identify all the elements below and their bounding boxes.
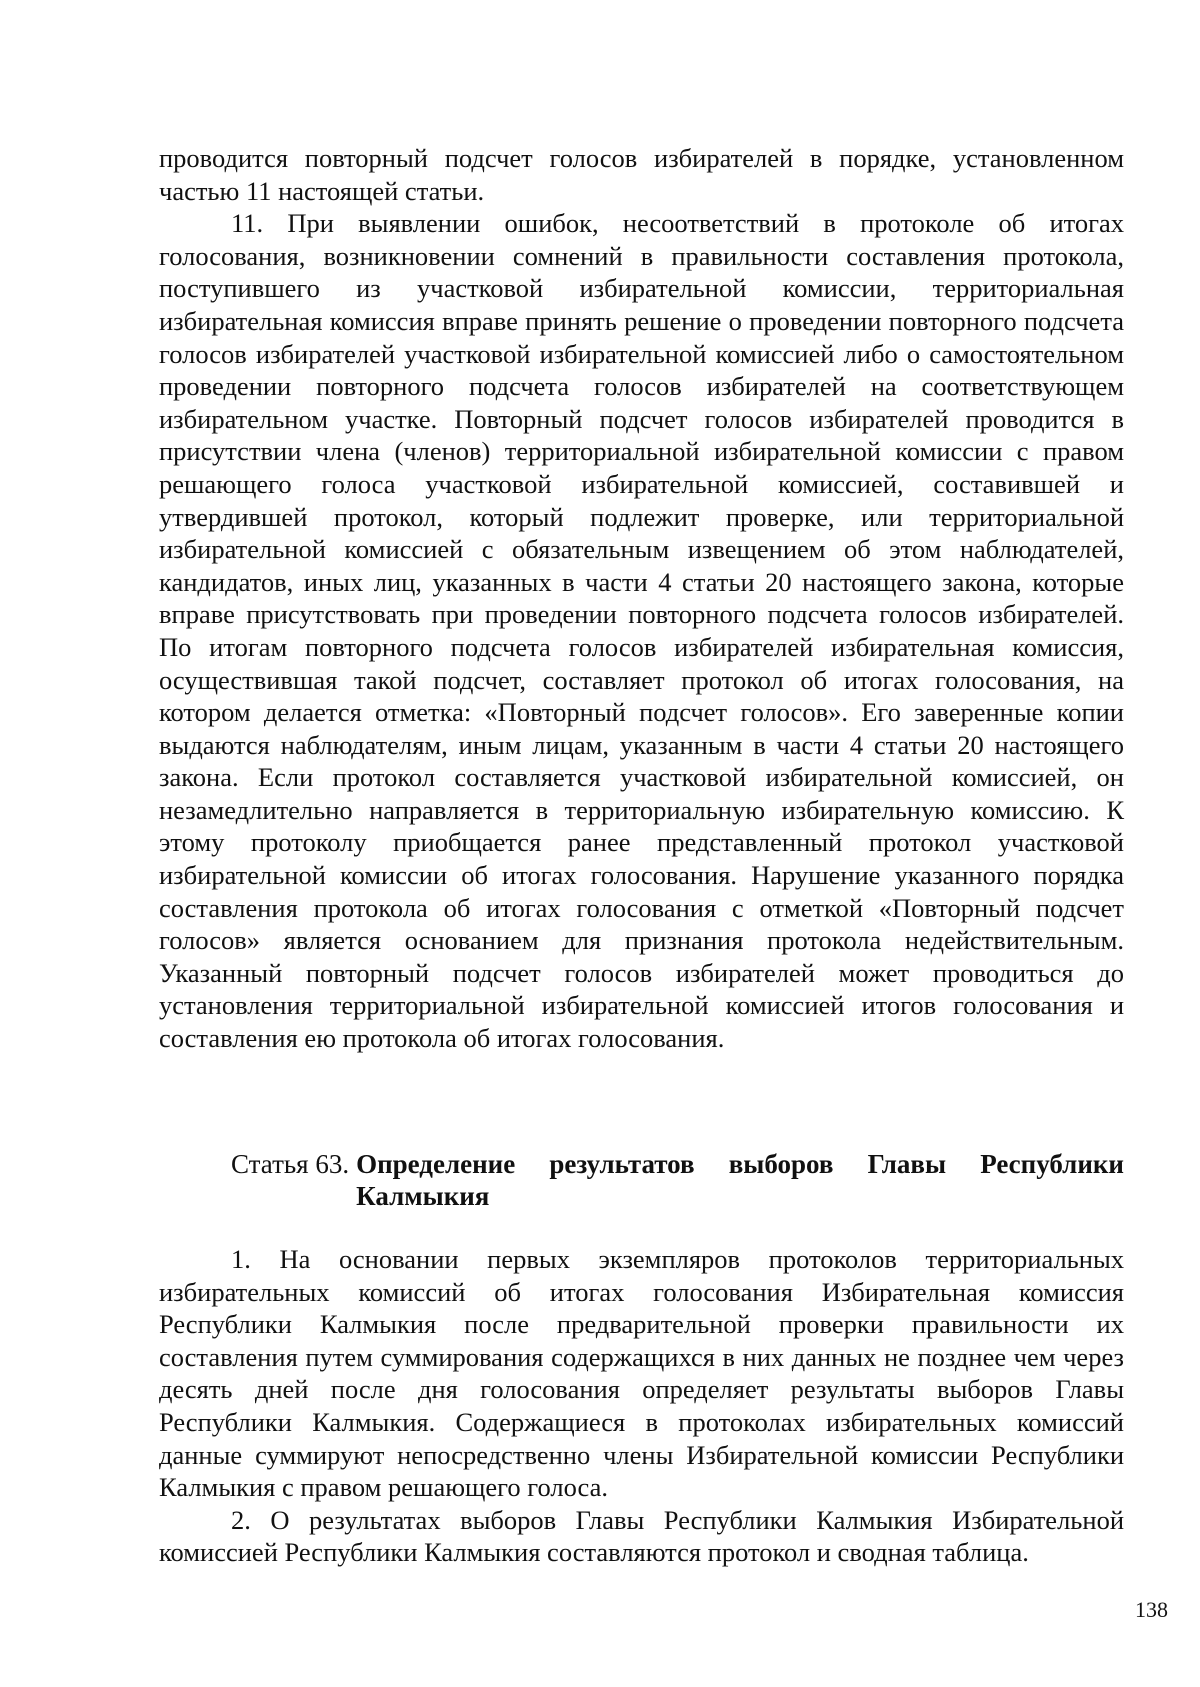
text-block-top bbox=[159, 142, 1124, 1055]
article-heading bbox=[231, 1148, 1124, 1212]
paragraph-part-11: 11. При выявлении ошибок, несоответствий в протоколе об итогах голосования, возникновении сомнений в правильности составления протокола, поступившего из участковой избирательной комиссии, территориальная избирательная комиссия вправе принять решение о проведении повторного подсчета голосов избирателей участковой избирательной комиссией либо о самостоятельном проведении повторного подсчета голосов избирателей на соответствующем избирательном участке. Повторный подсчет голосов избирателей проводится в присутствии члена (членов) территориальной избирательной комиссии с правом решающего голоса участковой избирательной комиссией, составившей и утвердившей протокол, который подлежит проверке, или территориальной избирательной комиссией с обязательным извещением об этом наблюдателей, кандидатов, иных лиц, указанных в части 4 статьи 20 настоящего закона, которые вправе присутствовать при проведении повторного подсчета голосов избирателей. По итогам повторного подсчета голосов избирателей избирательная комиссия, осуществившая такой подсчет, составляет протокол об итогах голосования, на котором делается отметка: «Повторный подсчет голосов». Его заверенные копии выдаются наблюдателям, иным лицам, указанным в части 4 статьи 20 настоящего закона. Если протокол составляется участковой избирательной комиссией, он незамедлительно направляется в территориальную избирательную комиссию. К этому протоколу приобщается ранее представленный протокол участковой избирательной комиссии об итогах голосования. Нарушение указанного порядка составления протокола об итогах голосования с отметкой «Повторный подсчет голосов» является основанием для признания протокола недействительным. Указанный повторный подсчет голосов избирателей может проводиться до установления территориальной избирательной комиссией итогов голосования и составления ею протокола об итогах голосования. bbox=[159, 208, 1124, 1054]
text-block-bottom bbox=[159, 1243, 1124, 1569]
article-title: Определение результатов выборов Главы Республики Калмыкия bbox=[356, 1149, 1124, 1211]
paragraph-continuation: проводится повторный подсчет голосов избирателей в порядке, установленном частью 11 настоящей статьи. bbox=[159, 143, 1124, 206]
paragraph-part-2: 2. О результатах выборов Главы Республики Калмыкия Избирательной комиссией Республики Калмыкия составляются протокол и сводная таблица. bbox=[159, 1504, 1124, 1568]
page-number: 138 bbox=[1135, 1597, 1168, 1622]
article-number: Статья 63. bbox=[231, 1149, 350, 1179]
paragraph-part-1: 1. На основании первых экземпляров протоколов территориальных избирательных комиссий об итогах голосования Избирательная комиссия Республики Калмыкия после предварительной проверки правильности их составления путем суммирования содержащихся в них данных не позднее чем через десять дней после дня голосования определяет результаты выборов Главы Республики Калмыкия. Содержащиеся в протоколах избирательных комиссий данные суммируют непосредственно члены Избирательной комиссии Республики Калмыкия с правом решающего голоса. bbox=[159, 1244, 1124, 1503]
